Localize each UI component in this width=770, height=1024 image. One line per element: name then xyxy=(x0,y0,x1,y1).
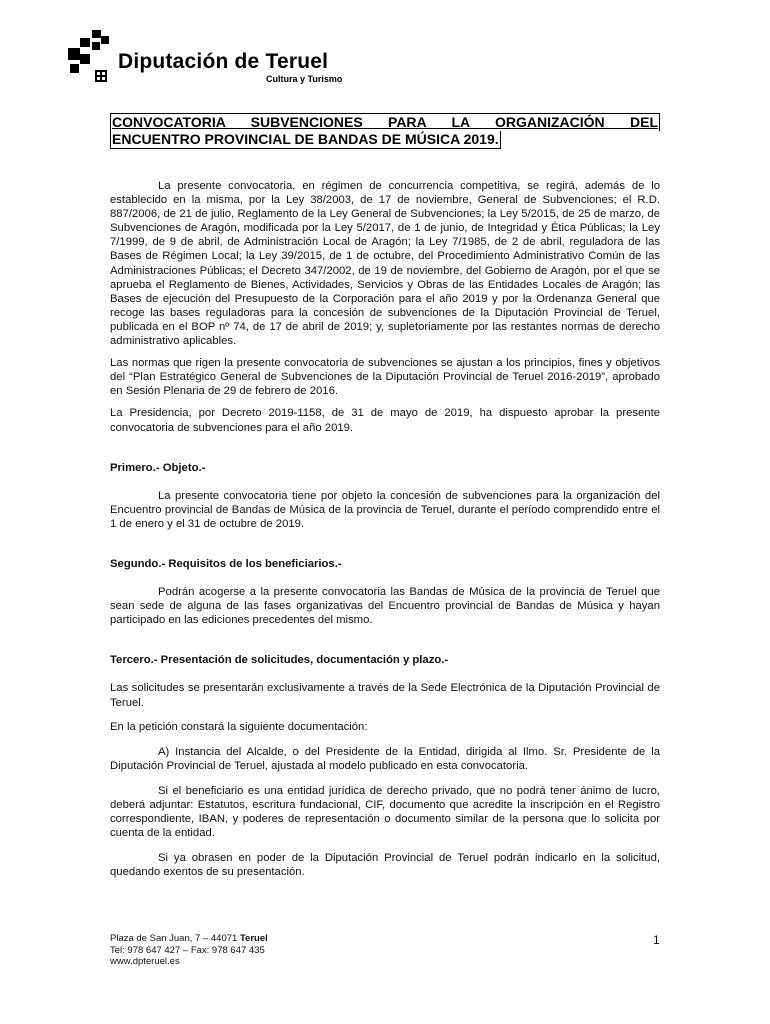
paragraph-requisitos: Podrán acogerse a la presente convocatoria las Bandas de Música de la provincia de Teruel que sean sede de alguna de las fases organizativas del Encuentro provincial de Bandas de Música y hayan participado en las ediciones precedentes del mismo. xyxy=(110,586,660,627)
paragraph-exencion: Si ya obrasen en poder de la Diputación Provincial de Teruel podrán indicarlo en la solicitud, quedando exentos de su presentación. xyxy=(110,852,660,879)
title-line-2: ENCUENTRO PROVINCIAL DE BANDAS DE MÚSICA 2019. xyxy=(112,131,499,147)
paragraph-sede-electronica: Las solicitudes se presentarán exclusivamente a través de la Sede Electrónica de la Diputación Provincial de Teruel. xyxy=(110,682,660,709)
page-footer xyxy=(110,933,268,968)
document-title xyxy=(110,113,660,149)
footer-address-line xyxy=(110,933,268,945)
paragraph-documentacion-intro: En la petición constará la siguiente documentación: xyxy=(110,720,368,733)
paragraph-objeto: La presente convocatoria tiene por objeto la concesión de subvenciones para la organización del Encuentro provincial de Bandas de Música de la provincia de Teruel, durante el período comprendido entre el 1 de enero y el 31 de octubre de 2019. xyxy=(110,489,660,530)
paragraph-strategic-plan: Las normas que rigen la presente convocatoria de subvenciones se ajustan a los principios, fines y objetivos del “Plan Estratégico General de Subvenciones de la Diputación Provincial de Teruel 2016-2019”, aprobado en Sesión Plenaria de 29 de febrero de 2016. xyxy=(110,357,660,398)
footer-city: Teruel xyxy=(239,933,268,944)
paragraph-entidad-juridica: Si el beneficiario es una entidad jurídica de derecho privado, que no podrá tener ánimo de lucro, deberá adjuntar: Estatutos, escritura fundacional, CIF, documento que acredite la inscripción en el Registro correspondiente, IBAN, y poderes de representación o documento similar de la persona que lo solicita por cuenta de la entidad. xyxy=(110,784,660,840)
section-heading-objeto: Primero.- Objeto.- xyxy=(110,461,206,474)
org-name: Diputación de Teruel xyxy=(118,50,329,73)
paragraph-legal-framework: La presente convocatoria, en régimen de concurrencia competitiva, se regirá, además de lo establecido en la misma, por la Ley 38/2003, de 17 de noviembre, General de Subvenciones; el R.D. 887/2006, de 21 de julio, Reglamento de la Ley General de Subvenciones; la Ley 5/2015, de 25 de marzo, de Subvenciones de Aragón, modificada por la Ley 5/2017, de 1 de junio, de Integridad y Ética Públicas; la Ley 7/1999, de 9 de abril, de Administración Local de Aragón; la Ley 7/1985, de 2 de abril, reguladora de las Bases de Régimen Local; la Ley 39/2015, de 1 de octubre, del Procedimiento Administrativo Común de las Administraciones Públicas; el Decreto 347/2002, de 19 de noviembre, del Gobierno de Aragón, por el que se aprueba el Reglamento de Bienes, Actividades, Servicios y Obras de las Entidades Locales de Aragón; las Bases de ejecución del Presupuesto de la Corporación para el año 2019 y por la Ordenanza General que recoge las bases reguladoras para la concesión de subvenciones de la Diputación Provincial de Teruel, publicada en el BOP nº 74, de 17 de abril de 2019; y, supletoriamente por las restantes normas de derecho administrativo aplicables. xyxy=(110,180,660,348)
paragraph-instancia: A) Instancia del Alcalde, o del Presidente de la Entidad, dirigida al Ilmo. Sr. Presidente de la Diputación Provincial de Teruel, ajustada al modelo publicado en esta convocatoria. xyxy=(110,745,660,772)
footer-address: Plaza de San Juan, 7 – 44071 xyxy=(110,933,240,944)
org-subtitle: Cultura y Turismo xyxy=(266,74,343,84)
section-heading-requisitos: Segundo.- Requisitos de los beneficiarios.- xyxy=(110,557,342,570)
paragraph-decree: La Presidencia, por Decreto 2019-1158, de 31 de mayo de 2019, ha dispuesto aprobar la presente convocatoria de subvenciones para el año 2019. xyxy=(110,407,660,434)
footer-website: www.dpteruel.es xyxy=(110,956,180,967)
page-number: 1 xyxy=(653,933,660,947)
title-line-1: CONVOCATORIA SUBVENCIONES PARA LA ORGANIZACIÓN DEL xyxy=(112,114,658,130)
section-heading-solicitudes: Tercero.- Presentación de solicitudes, documentación y plazo.- xyxy=(110,654,449,667)
diputacion-logo xyxy=(68,30,368,88)
footer-phone: Tel: 978 647 427 – Fax: 978 647 435 xyxy=(110,944,265,956)
logo-squares-icon xyxy=(68,30,110,82)
document-body xyxy=(110,179,660,879)
